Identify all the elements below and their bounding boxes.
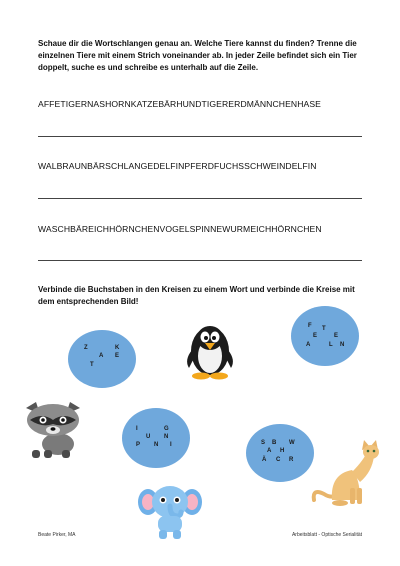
answer-line-1[interactable] (38, 136, 362, 137)
letter-circle-4[interactable] (246, 424, 314, 482)
word-snake-3: WASCHBÄREICHHÖRNCHENVOGELSPINNEWURMEICHHÖRNCHEN (38, 224, 322, 234)
letter-circle-1[interactable] (68, 330, 136, 388)
circle-letter: F (308, 323, 312, 329)
answer-line-2[interactable] (38, 198, 362, 199)
circle-letter: G (164, 426, 169, 432)
cat-picture[interactable] (310, 438, 382, 508)
circle-letter: C (276, 457, 281, 463)
circle-letter: U (146, 434, 151, 440)
letter-circle-2[interactable] (291, 306, 359, 366)
penguin-picture[interactable] (179, 320, 241, 380)
circle-letter: S (261, 440, 266, 446)
circle-letter: A (306, 342, 311, 348)
instruction-text-1: Schaue dir die Wortschlangen genau an. Welche Tiere kannst du finden? Trenne die einzelnen Tiere mit einem Strich voneinander ab. In jeder Zeile befindet sich ein Tier doppelt, suche es und schreibe es unterhalb auf die Zeile. (38, 39, 357, 72)
footer-title: Arbeitsblatt - Optische Serialität (291, 532, 362, 538)
circle-letter: K (115, 345, 120, 351)
circle-letter: A (99, 353, 104, 359)
circle-letter: A (267, 448, 272, 454)
instruction-text-2: Verbinde die Buchstaben in den Kreisen zu einem Wort und verbinde die Kreise mit dem entsprechenden Bild! (38, 285, 355, 306)
answer-line-3[interactable] (38, 260, 362, 261)
circle-letter: Ä (262, 457, 267, 463)
circle-letter: I (136, 426, 138, 432)
circle-letter: B (272, 440, 277, 446)
word-snake-1: AFFETIGERNASHORNKATZEBÄRHUNDTIGERERDMÄNNCHENHASE (38, 99, 322, 109)
circle-letter: I (170, 442, 172, 448)
footer-author: Beate Pirker, MA (38, 532, 76, 538)
circle-letter: E (115, 353, 120, 359)
circle-letter: N (340, 342, 345, 348)
circle-letter: L (329, 342, 333, 348)
circle-letter: H (280, 448, 285, 454)
elephant-picture[interactable] (137, 482, 203, 540)
circle-letter: W (289, 440, 295, 446)
circle-letter: E (313, 333, 318, 339)
circle-letter: R (289, 457, 294, 463)
circle-letter: N (154, 442, 159, 448)
circle-letter: E (334, 333, 339, 339)
letter-circle-3[interactable] (122, 408, 190, 468)
word-snake-2: WALBRAUNBÄRSCHLANGEDELFINPFERDFUCHSSCHWEINDELFIN (38, 161, 317, 171)
circle-letter: N (164, 434, 169, 440)
circle-letter: T (322, 326, 326, 332)
circle-letter: P (136, 442, 141, 448)
circle-letter: T (90, 362, 94, 368)
raccoon-picture[interactable] (22, 398, 84, 460)
circle-letter: Z (84, 345, 88, 351)
